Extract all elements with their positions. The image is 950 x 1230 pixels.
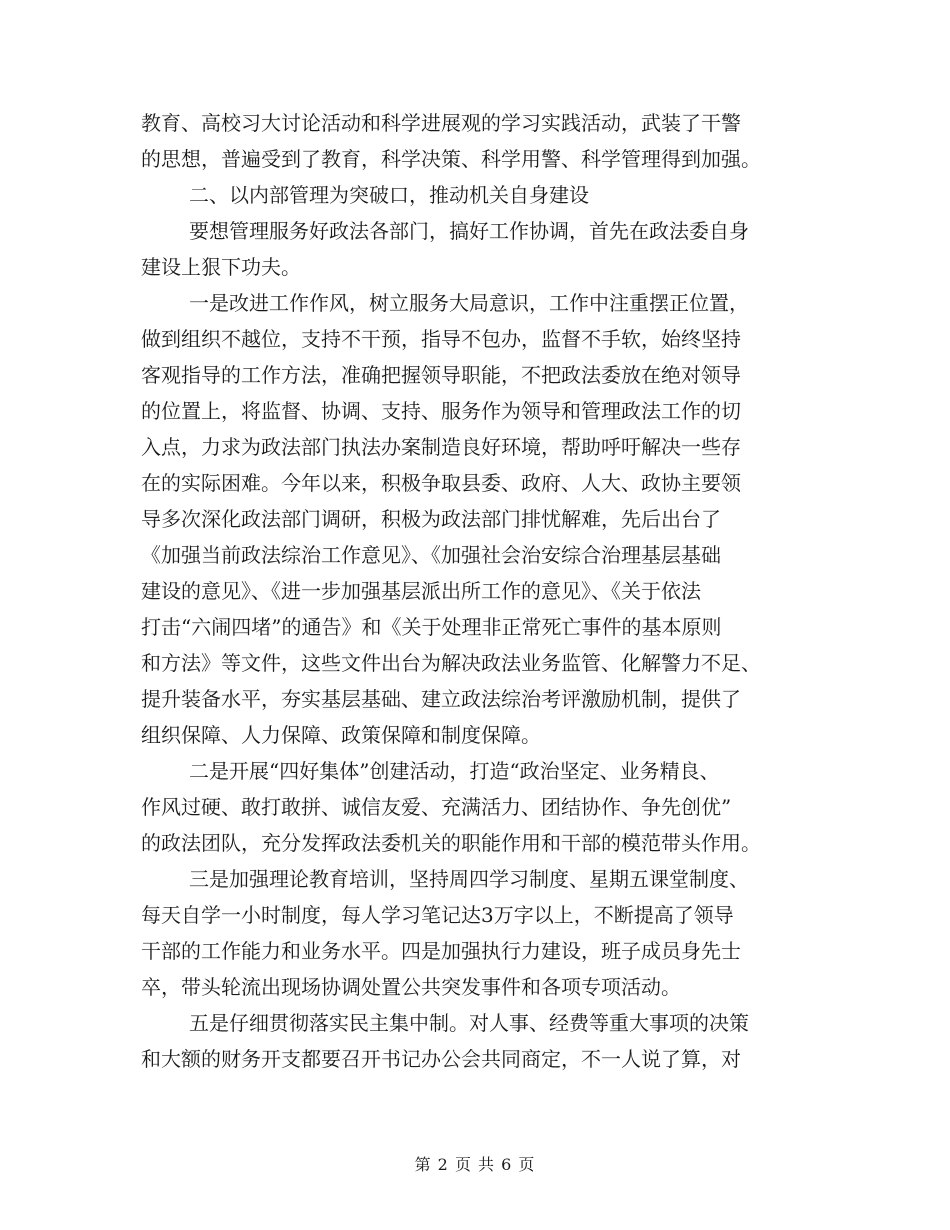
text-line: 打击“六闹四堵”的通告》和《关于处理非正常死亡事件的基本原则 [141, 615, 722, 639]
text-line: 教育、高校习大讨论活动和科学进展观的学习实践活动，武装了干警 [141, 111, 741, 135]
text-line: 卒，带头轮流出现场协调处置公共突发事件和各项专项活动。 [141, 975, 681, 999]
text-line: 每天自学一小时制度，每人学习笔记达3万字以上，不断提高了领导 [141, 903, 734, 927]
text-line: 五是仔细贯彻落实民主集中制。对人事、经费等重大事项的决策 [189, 1011, 749, 1035]
text-line: 在的实际困难。今年以来，积极争取县委、政府、人大、政协主要领 [141, 471, 741, 495]
document-body [141, 105, 811, 1077]
text-line: 要想管理服务好政法各部门，搞好工作协调，首先在政法委自身 [189, 219, 749, 243]
text-line: 一是改进工作作风，树立服务大局意识，工作中注重摆正位置， [189, 291, 749, 315]
text-line: 二是开展“四好集体”创建活动，打造“政治坚定、业务精良、 [189, 759, 720, 783]
text-line: 干部的工作能力和业务水平。四是加强执行力建设，班子成员身先士 [141, 939, 741, 963]
text-line: 组织保障、人力保障、政策保障和制度保障。 [141, 723, 541, 747]
text-line: 和方法》等文件，这些文件出台为解决政法业务监管、化解警力不足、 [141, 651, 761, 675]
text-line: 建设上狠下功夫。 [141, 255, 301, 279]
text-line: 入点，力求为政法部门执法办案制造良好环境，帮助呼吁解决一些存 [141, 435, 741, 459]
text-line: 提升装备水平，夯实基层基础、建立政法综治考评激励机制，提供了 [141, 687, 741, 711]
text-line: 三是加强理论教育培训，坚持周四学习制度、星期五课堂制度、 [189, 867, 749, 891]
text-line: 的思想，普遍受到了教育，科学决策、科学用警、科学管理得到加强。 [141, 147, 761, 171]
text-line: 的位置上，将监督、协调、支持、服务作为领导和管理政法工作的切 [141, 399, 741, 423]
text-line: 客观指导的工作方法，准确把握领导职能，不把政法委放在绝对领导 [141, 363, 741, 387]
section-heading: 二、以内部管理为突破口，推动机关自身建设 [189, 183, 589, 207]
text-line: 《加强当前政法综治工作意见》、《加强社会治安综合治理基层基础 [141, 543, 721, 567]
text-line: 导多次深化政法部门调研，积极为政法部门排忧解难，先后出台了 [141, 507, 721, 531]
text-line: 作风过硬、敢打敢拼、诚信友爱、充满活力、团结协作、争先创优” [141, 795, 732, 819]
page-number-footer: 第 2 页 共 6 页 [414, 1155, 536, 1174]
text-line: 的政法团队，充分发挥政法委机关的职能作用和干部的模范带头作用。 [141, 831, 761, 855]
text-line: 建设的意见》、《进一步加强基层派出所工作的意见》、《关于依法 [141, 579, 701, 603]
text-line: 和大额的财务开支都要召开书记办公会共同商定，不一人说了算，对 [141, 1047, 741, 1071]
text-line: 做到组织不越位，支持不干预，指导不包办，监督不手软，始终坚持 [141, 327, 741, 351]
